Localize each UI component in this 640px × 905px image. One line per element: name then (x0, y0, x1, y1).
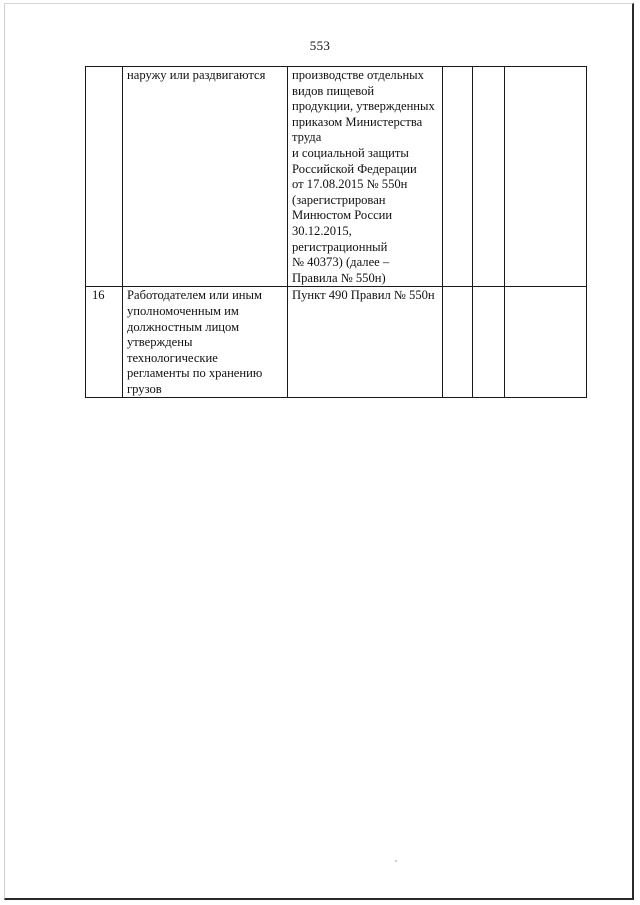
reference-cell: Пункт 490 Правил № 550н (288, 287, 443, 398)
requirement-cell: наружу или раздвигаются (123, 67, 288, 287)
note-cell (505, 67, 587, 287)
reference-cell: производстве отдельных видов пищевой продукции, утвержденных приказом Министерства труда и социальной защиты Российской Федерации от 17.08.2015 № 550н (зарегистрирован Минюстом России 30.12.2015, регистрационный № 40373) (далее – Правила № 550н) (288, 67, 443, 287)
note-cell (505, 287, 587, 398)
page-number: 553 (309, 38, 331, 53)
table-row (86, 287, 587, 398)
row-number-cell (86, 67, 123, 287)
scan-artifact (395, 860, 397, 862)
row-number-cell: 16 (86, 287, 123, 398)
answer-no-cell (473, 67, 505, 287)
answer-yes-cell (443, 287, 473, 398)
answer-no-cell (473, 287, 505, 398)
answer-yes-cell (443, 67, 473, 287)
inspection-table (85, 66, 587, 398)
table-row (86, 67, 587, 287)
requirement-cell: Работодателем или иным уполномоченным им должностным лицом утверждены технологические регламенты по хранению грузов (123, 287, 288, 398)
